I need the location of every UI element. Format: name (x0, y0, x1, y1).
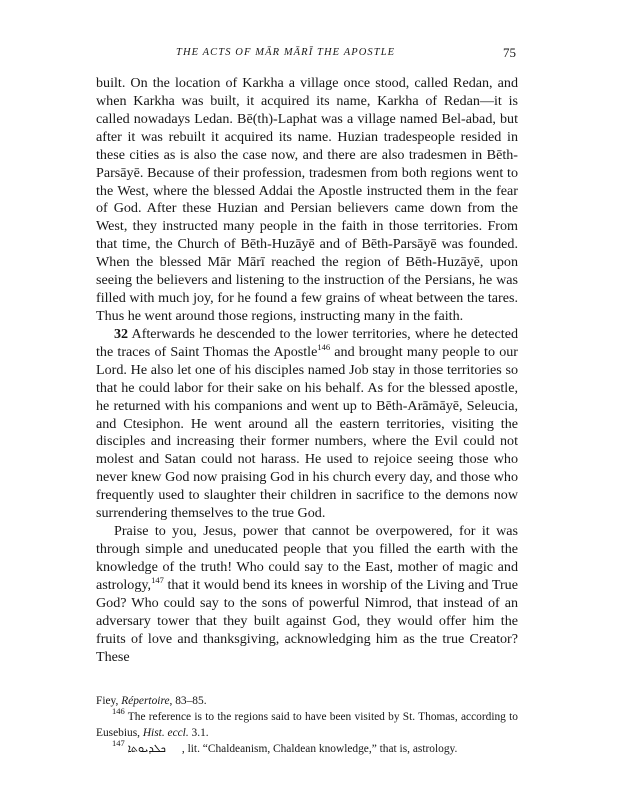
footnote-work-title: Hist. eccl. (142, 727, 189, 740)
footnote-text: The reference is to the regions said to have been visited by St. Thomas, according to Eusebius, (96, 711, 518, 740)
page-number: 75 (503, 45, 516, 60)
footnote-number: 146 (112, 706, 125, 717)
footnote-reference: 147 (151, 574, 164, 585)
footnote-work-title: Répertoire (121, 695, 170, 707)
footnotes (96, 693, 518, 757)
footnote-author: Fiey, (96, 695, 122, 707)
page-header (96, 45, 518, 65)
footnote-text: 3.1. (188, 727, 209, 740)
footnote-continuation (96, 693, 518, 709)
paragraph-text: Praise to you, Jesus, power that cannot be overpowered, for it was through simple and uneducated people that you filled the earth with the knowledge of the truth! Who could say to the East, mother of magic and astrology, (96, 523, 518, 593)
section-number: 32 (114, 325, 129, 342)
main-text (96, 75, 518, 666)
footnote-text: , lit. “Chaldeanism, Chaldean knowledge,” that is, astrology. (181, 743, 458, 756)
footnote-pages: , 83–85. (169, 695, 207, 707)
paragraph-text: Afterwards he descended to the lower territories, where he detected the traces of Saint Thomas the Apostle (96, 325, 518, 360)
paragraph-text: that it would bend its knees in worship of the Living and True God? Who could say to the sons of powerful Nimrod, that instead of an adversary tower that they built against God, they would offer him the fruits of love and thanksgiving, acknowledging him as the true Creator? These (96, 576, 518, 665)
footnote-147 (96, 738, 518, 757)
paragraph-praise (96, 523, 518, 666)
paragraph-text: built. On the location of Karkha a village once stood, called Redan, and when Karkha was built, it acquired its name, Karkha of Redan—it is called nowadays Ledan. Bē(th)-Laphat was a village named Bel-abad, but after it was rebuilt it acquired its name. Huzian tradespeople resided in these cities as is also the case now, and there are also tradesmen in Bēth-Parsāyē. Because of their profession, tradesmen from both regions went to the West, where the blessed Addai the Apostle instructed them in the fear of God. After these Huzian and Persian believers came down from the West, they instructed many people in the faith in those territories. From that time, the Church of Bēth-Huzāyē and of Bēth-Parsāyē was founded. When the blessed Mār Mārī reached the region of Bēth-Huzāyē, upon seeing the believers and listening to the instruction of the Persians, he was filled with much joy, for he found a few grains of wheat between the tares. Thus he went around those regions, instructing many in the faith. (96, 75, 518, 324)
syriac-term: ܟܠܕܝܘܬܐ (127, 742, 166, 756)
running-head: THE ACTS OF MĀR MĀRĪ THE APOSTLE (176, 47, 396, 58)
paragraph-text: and brought many people to our Lord. He also let one of his disciples named Job stay in those territories so that he could labor for their sake on his behalf. As for the blessed apostle, he returned with his companions and went up to Bēth-Arāmāyē, Seleucia, and Ctesiphon. He went around all the eastern territories, visiting the disciples and increasing their former numbers, where the Evil could not molest and Satan could not harass. He used to rejoice seeing those who never knew God now praising God in his church every day, and those who frequently used to slaughter their children in sacrifice to the demons now surrendering themselves to the true God. (96, 343, 518, 522)
paragraph-continued (96, 75, 518, 326)
footnote-reference: 146 (317, 341, 331, 352)
footnote-number: 147 (112, 738, 125, 749)
paragraph-32 (96, 326, 518, 523)
footnote-146 (96, 706, 518, 741)
